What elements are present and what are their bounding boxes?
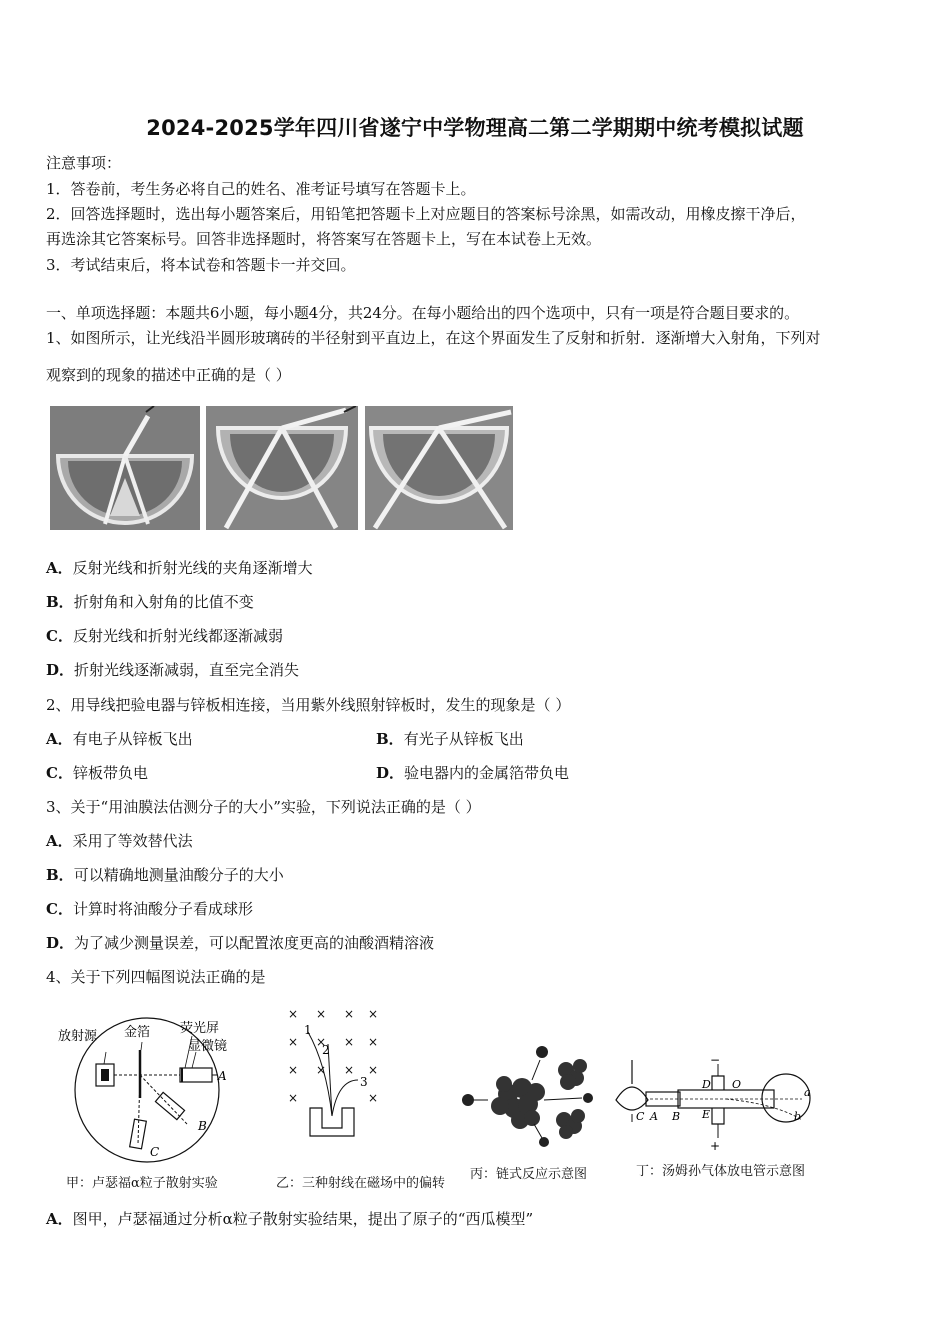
notice-item: 3．考试结束后，将本试卷和答题卡一并交回。 xyxy=(46,256,356,274)
svg-text:×: × xyxy=(288,1007,299,1021)
fig-jia-label: A xyxy=(218,1069,227,1083)
fig-ding-label: b xyxy=(794,1110,802,1123)
q3-option-b: B．可以精确地测量油酸分子的大小 xyxy=(46,866,284,884)
notice-heading: 注意事项： xyxy=(46,154,122,172)
fig-ding-label: a xyxy=(804,1086,811,1099)
fig-jia-label: C xyxy=(150,1145,160,1159)
q2-option-c: C．锌板带负电 xyxy=(46,764,148,782)
q1-option-c: C．反射光线和折射光线都逐渐减弱 xyxy=(46,627,283,645)
notice-item: 再选涂其它答案标号。回答非选择题时，将答案写在答题卡上，写在本试卷上无效。 xyxy=(46,230,602,248)
fig-jia-label: 放射源 xyxy=(58,1029,98,1044)
fig-ding-label: B xyxy=(672,1110,681,1123)
svg-text:×: × xyxy=(344,1063,355,1077)
q1-option-a: A．反射光线和折射光线的夹角逐渐增大 xyxy=(46,559,313,577)
q1-option-b: B．折射角和入射角的比值不变 xyxy=(46,593,254,611)
fig-ding-label: D xyxy=(702,1078,711,1091)
svg-text:×: × xyxy=(288,1063,299,1077)
fig-yi-label: 1 xyxy=(304,1023,312,1037)
fig-ding-caption: 丁：汤姆孙气体放电管示意图 xyxy=(636,1164,806,1179)
svg-text:×: × xyxy=(368,1007,379,1021)
fig-yi-label: 2 xyxy=(322,1043,330,1057)
svg-text:×: × xyxy=(288,1035,299,1049)
fig-jia-label: B xyxy=(198,1119,207,1133)
fig-bing-caption: 丙：链式反应示意图 xyxy=(470,1167,588,1182)
q2-option-a: A．有电子从锌板飞出 xyxy=(46,730,193,748)
svg-text:×: × xyxy=(316,1063,327,1077)
fig-yi-caption: 乙：三种射线在磁场中的偏转 xyxy=(276,1176,446,1191)
page-title: 2024-2025学年四川省遂宁中学物理高二第二学期期中统考模拟试题 xyxy=(146,116,804,140)
q1-photo-1 xyxy=(50,406,200,530)
fig-jia-caption: 甲：卢瑟福α粒子散射实验 xyxy=(66,1176,218,1191)
q4-stem: 4、关于下列四幅图说法正确的是 xyxy=(46,968,266,986)
q1-photo-3 xyxy=(365,406,513,530)
q3-option-c: C．计算时将油酸分子看成球形 xyxy=(46,900,253,918)
q4-option-a: A．图甲，卢瑟福通过分析α粒子散射实验结果，提出了原子的“西瓜模型” xyxy=(46,1210,534,1228)
fig-rutherford xyxy=(52,1012,242,1172)
q3-stem: 3、关于“用油膜法估测分子的大小”实验，下列说法正确的是（ ） xyxy=(46,798,481,816)
fig-ding-label: E xyxy=(702,1108,711,1121)
fig-yi-label: 3 xyxy=(360,1075,368,1089)
section-heading: 一、单项选择题：本题共6小题，每小题4分，共24分。在每小题给出的四个选项中，只有一项是符合题目要求的。 xyxy=(46,304,799,322)
svg-text:×: × xyxy=(288,1091,299,1105)
q1-stem: 观察到的现象的描述中正确的是（ ） xyxy=(46,366,291,384)
fig-ding-label: O xyxy=(732,1078,742,1091)
notice-item: 2．回答选择题时，选出每小题答案后，用铅笔把答题卡上对应题目的答案标号涂黑，如需改动，用橡皮擦干净后， xyxy=(46,205,806,223)
q2-option-b: B．有光子从锌板飞出 xyxy=(376,730,524,748)
fig-ding-label: A xyxy=(650,1110,658,1123)
svg-text:×: × xyxy=(368,1035,379,1049)
q1-stem: 1、如图所示，让光线沿半圆形玻璃砖的半径射到平直边上，在这个界面发生了反射和折射．逐渐增大入射角，下列对 xyxy=(46,329,821,347)
q2-option-d: D．验电器内的金属箔带负电 xyxy=(376,764,570,782)
fig-ding-label: C xyxy=(636,1110,645,1123)
q1-photo-2 xyxy=(206,406,358,530)
fig-magnetic-deflection xyxy=(280,1004,390,1154)
q3-option-a: A．采用了等效替代法 xyxy=(46,832,193,850)
q2-stem: 2、用导线把验电器与锌板相连接，当用紫外线照射锌板时，发生的现象是（ ） xyxy=(46,696,571,714)
svg-text:×: × xyxy=(344,1035,355,1049)
svg-text:×: × xyxy=(344,1007,355,1021)
svg-text:×: × xyxy=(316,1007,327,1021)
fig-jia-label: 显微镜 xyxy=(188,1039,228,1054)
fig-discharge-tube xyxy=(606,1054,816,1158)
notice-item: 1．答卷前，考生务必将自己的姓名、准考证号填写在答题卡上。 xyxy=(46,180,476,198)
q1-option-d: D．折射光线逐渐减弱，直至完全消失 xyxy=(46,661,300,679)
svg-text:×: × xyxy=(368,1063,379,1077)
fig-chain-reaction xyxy=(456,1040,596,1150)
q3-option-d: D．为了减少测量误差，可以配置浓度更高的油酸酒精溶液 xyxy=(46,934,435,952)
svg-text:×: × xyxy=(368,1091,379,1105)
fig-ding-label: − xyxy=(710,1054,721,1067)
fig-jia-label: 金箔 xyxy=(124,1025,151,1040)
fig-jia-label: 荧光屏 xyxy=(180,1021,220,1036)
svg-text:×: × xyxy=(316,1035,327,1049)
fig-ding-label: + xyxy=(710,1139,721,1153)
